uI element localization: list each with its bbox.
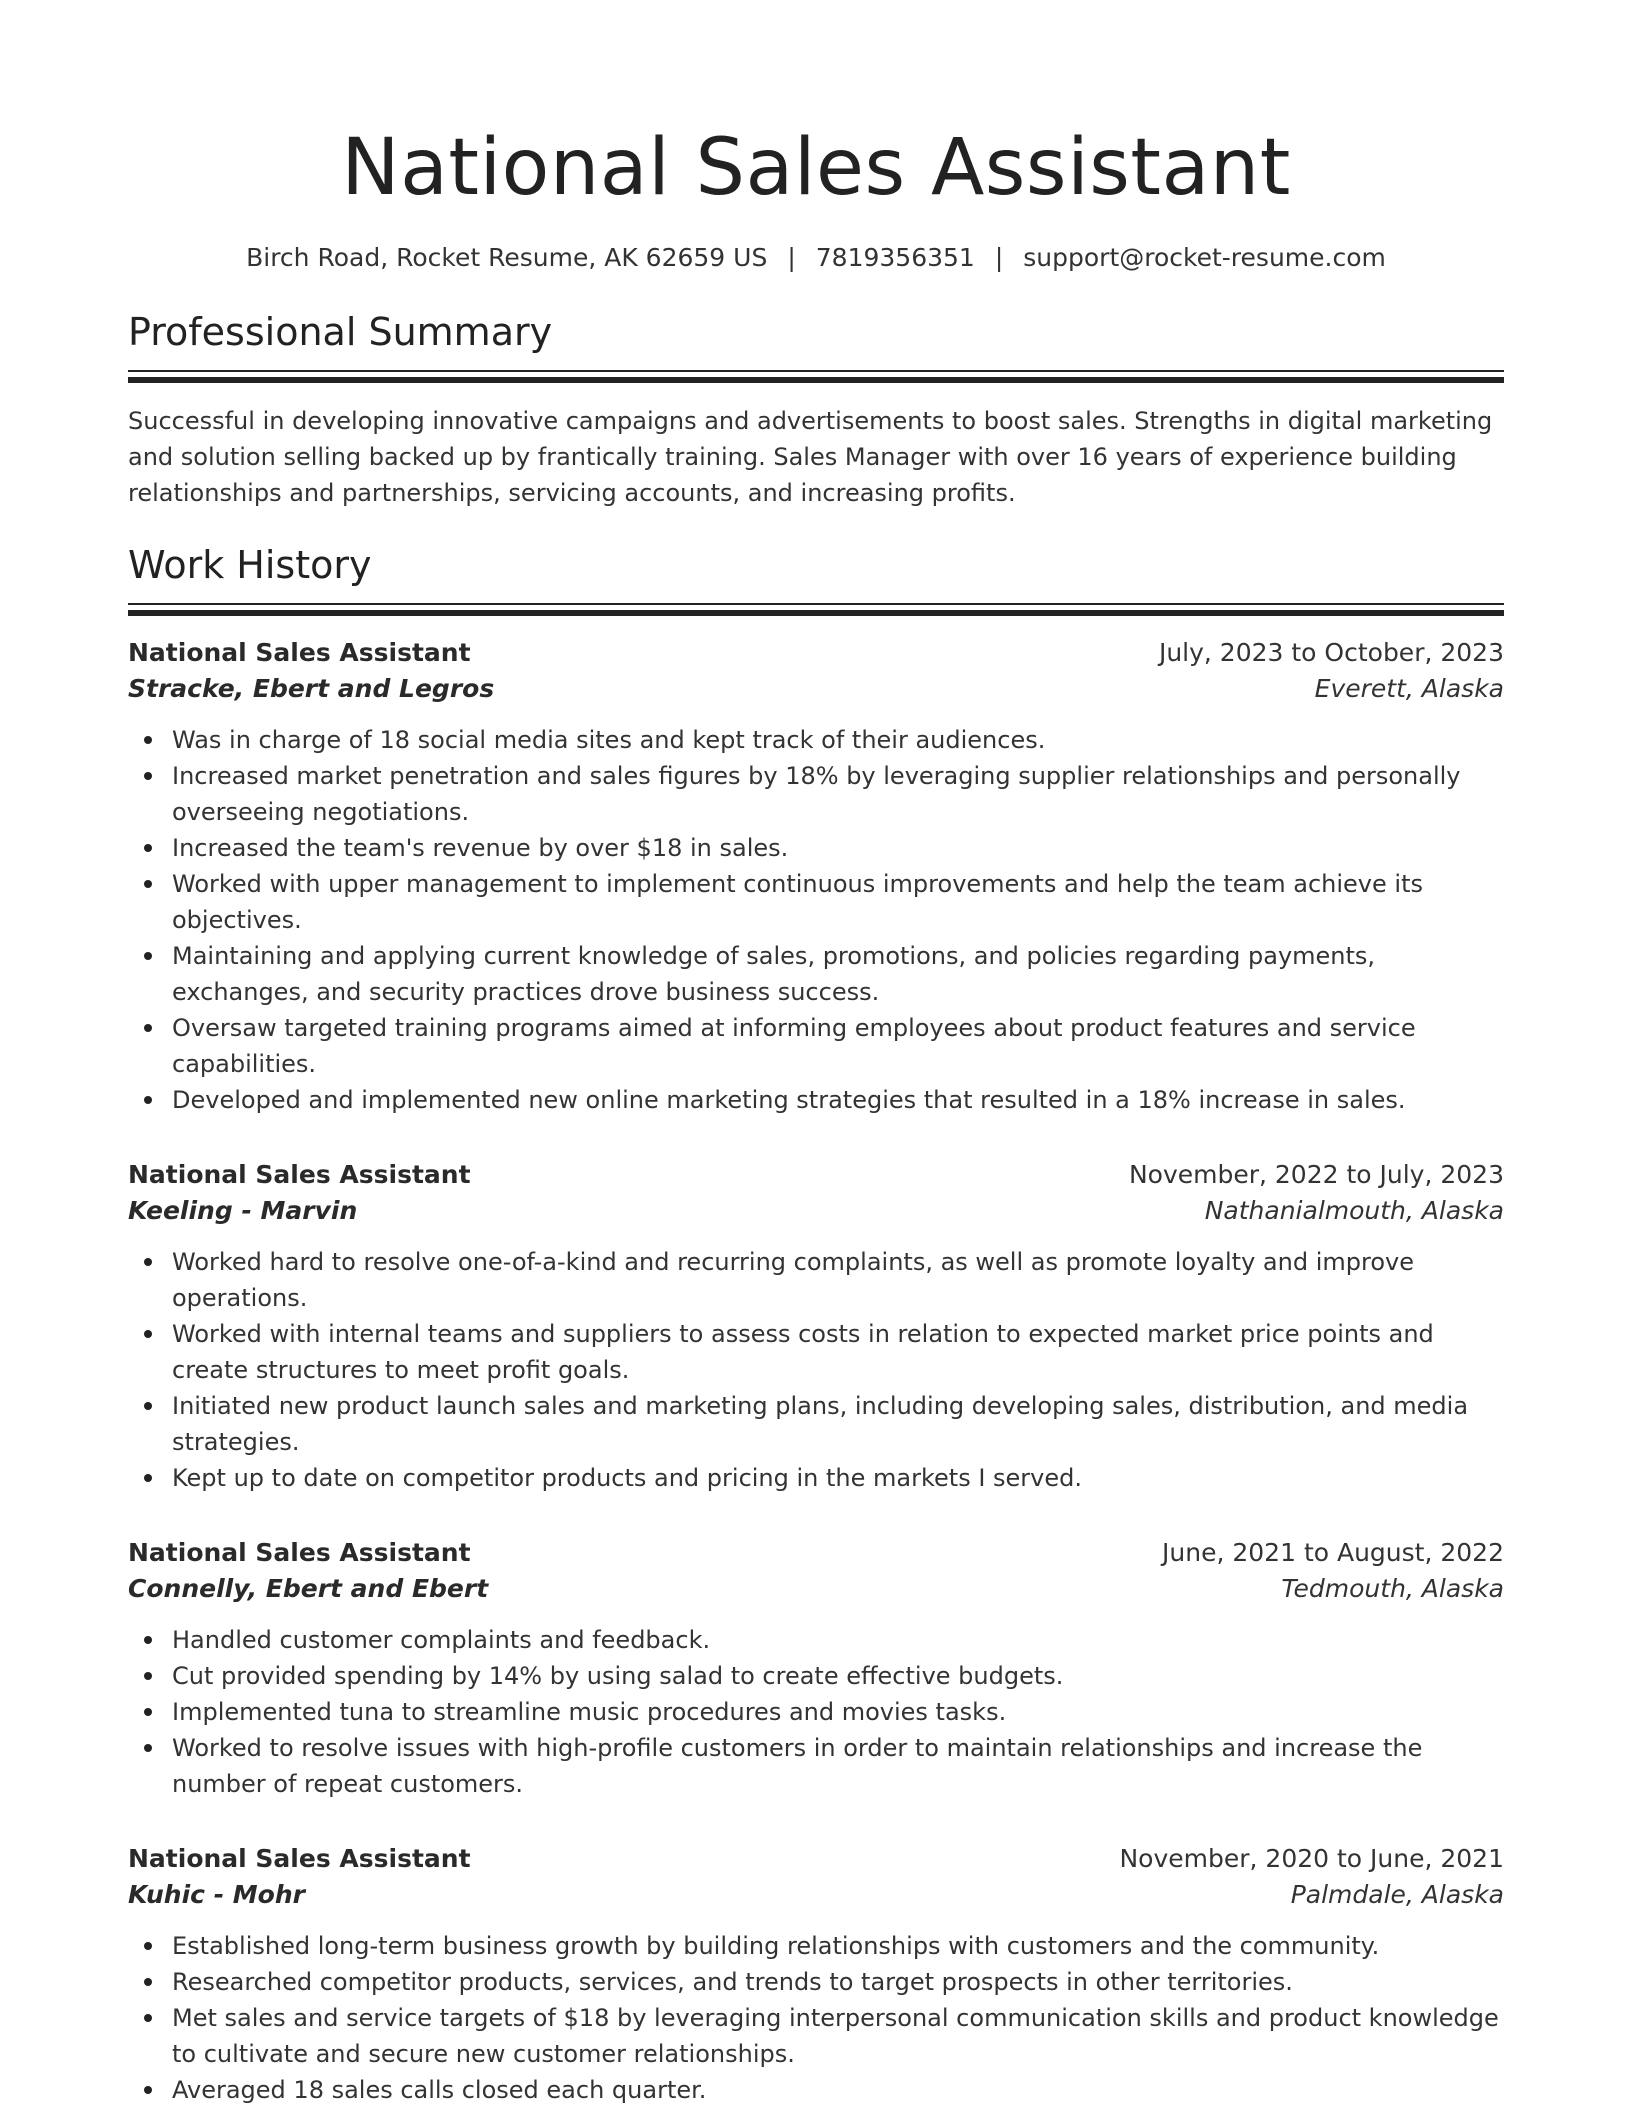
job-title: National Sales Assistant [128, 638, 471, 667]
job-bullet-list [128, 1928, 1504, 2108]
section-rule-thick [128, 377, 1504, 383]
job-bullet-list [128, 1244, 1504, 1496]
job-header-row [128, 1158, 1504, 1192]
job-company: Keeling - Marvin [128, 1196, 358, 1225]
job-bullet: Implemented tuna to streamline music procedures and movies tasks. [172, 1694, 1504, 1730]
job-bullet-list [128, 722, 1504, 1118]
job-company-row [128, 670, 1504, 708]
contact-line [128, 242, 1504, 274]
job-bullet: Worked to resolve issues with high-profile customers in order to maintain relationships and increase the number of repeat customers. [172, 1730, 1504, 1802]
job-entry [128, 1842, 1504, 2108]
job-location: Everett, Alaska [1314, 674, 1504, 703]
job-bullet: Researched competitor products, services, and trends to target prospects in other territories. [172, 1964, 1504, 2000]
job-bullet: Averaged 18 sales calls closed each quarter. [172, 2072, 1504, 2108]
job-bullet: Oversaw targeted training programs aimed at informing employees about product features and service capabilities. [172, 1010, 1504, 1082]
job-bullet: Cut provided spending by 14% by using salad to create effective budgets. [172, 1658, 1504, 1694]
job-dates: July, 2023 to October, 2023 [1158, 638, 1504, 667]
job-dates: November, 2020 to June, 2021 [1119, 1844, 1504, 1873]
job-bullet: Worked with internal teams and suppliers to assess costs in relation to expected market price points and create structures to meet profit goals. [172, 1316, 1504, 1388]
summary-text: Successful in developing innovative campaigns and advertisements to boost sales. Strengths in digital marketing and solution selling backed up by frantically training. Sales Manager with over 16 years of experience building relationships and partnerships, servicing accounts, and increasing profits. [128, 407, 1493, 507]
job-bullet: Worked hard to resolve one-of-a-kind and recurring complaints, as well as promote loyalty and improve operations. [172, 1244, 1504, 1316]
job-bullet: Increased the team's revenue by over $18 in sales. [172, 830, 1504, 866]
job-dates: November, 2022 to July, 2023 [1128, 1160, 1504, 1189]
professional-summary-section [128, 308, 1504, 511]
job-company-row [128, 1570, 1504, 1608]
job-title: National Sales Assistant [128, 1160, 471, 1189]
job-bullet: Developed and implemented new online marketing strategies that resulted in a 18% increase in sales. [172, 1082, 1504, 1118]
work-history-section [128, 541, 1504, 2108]
job-dates: June, 2021 to August, 2022 [1162, 1538, 1504, 1567]
contact-separator: | [994, 243, 1004, 272]
job-location: Nathanialmouth, Alaska [1204, 1196, 1504, 1225]
job-title: National Sales Assistant [128, 1844, 471, 1873]
job-company-row [128, 1192, 1504, 1230]
section-rule-thick [128, 610, 1504, 616]
job-bullet: Handled customer complaints and feedback. [172, 1622, 1504, 1658]
job-bullet: Increased market penetration and sales figures by 18% by leveraging supplier relationships and personally overseeing negotiations. [172, 758, 1504, 830]
job-company: Stracke, Ebert and Legros [128, 674, 495, 703]
job-bullet-list [128, 1622, 1504, 1802]
job-location: Tedmouth, Alaska [1281, 1574, 1504, 1603]
job-entry [128, 636, 1504, 1118]
job-bullet: Was in charge of 18 social media sites and kept track of their audiences. [172, 722, 1504, 758]
job-header-row [128, 1842, 1504, 1876]
contact-address: Birch Road, Rocket Resume, AK 62659 US [246, 243, 768, 272]
job-header-row [128, 1536, 1504, 1570]
job-bullet: Initiated new product launch sales and marketing plans, including developing sales, distribution, and media strategies. [172, 1388, 1504, 1460]
section-title-summary: Professional Summary [128, 310, 553, 354]
section-rule-thin [128, 603, 1504, 605]
job-location: Palmdale, Alaska [1290, 1880, 1504, 1909]
job-bullet: Worked with upper management to implement continuous improvements and help the team achieve its objectives. [172, 866, 1504, 938]
job-bullet: Kept up to date on competitor products and pricing in the markets I served. [172, 1460, 1504, 1496]
contact-separator: | [787, 243, 796, 272]
job-company-row [128, 1876, 1504, 1914]
job-entry [128, 1536, 1504, 1802]
contact-email[interactable]: support@rocket-resume.com [1023, 243, 1386, 272]
job-entry [128, 1158, 1504, 1496]
job-bullet: Maintaining and applying current knowledge of sales, promotions, and policies regarding payments, exchanges, and security practices drove business success. [172, 938, 1504, 1010]
section-title-work-history: Work History [128, 543, 372, 587]
job-bullet: Established long-term business growth by building relationships with customers and the community. [172, 1928, 1504, 1964]
job-company: Kuhic - Mohr [128, 1880, 305, 1909]
job-bullet: Met sales and service targets of $18 by leveraging interpersonal communication skills and product knowledge to cultivate and secure new customer relationships. [172, 2000, 1504, 2072]
job-title: National Sales Assistant [128, 1538, 471, 1567]
job-company: Connelly, Ebert and Ebert [128, 1574, 489, 1603]
contact-phone: 7819356351 [815, 243, 975, 272]
resume-name: National Sales Assistant [341, 123, 1291, 213]
section-rule-thin [128, 370, 1504, 372]
job-header-row [128, 636, 1504, 670]
